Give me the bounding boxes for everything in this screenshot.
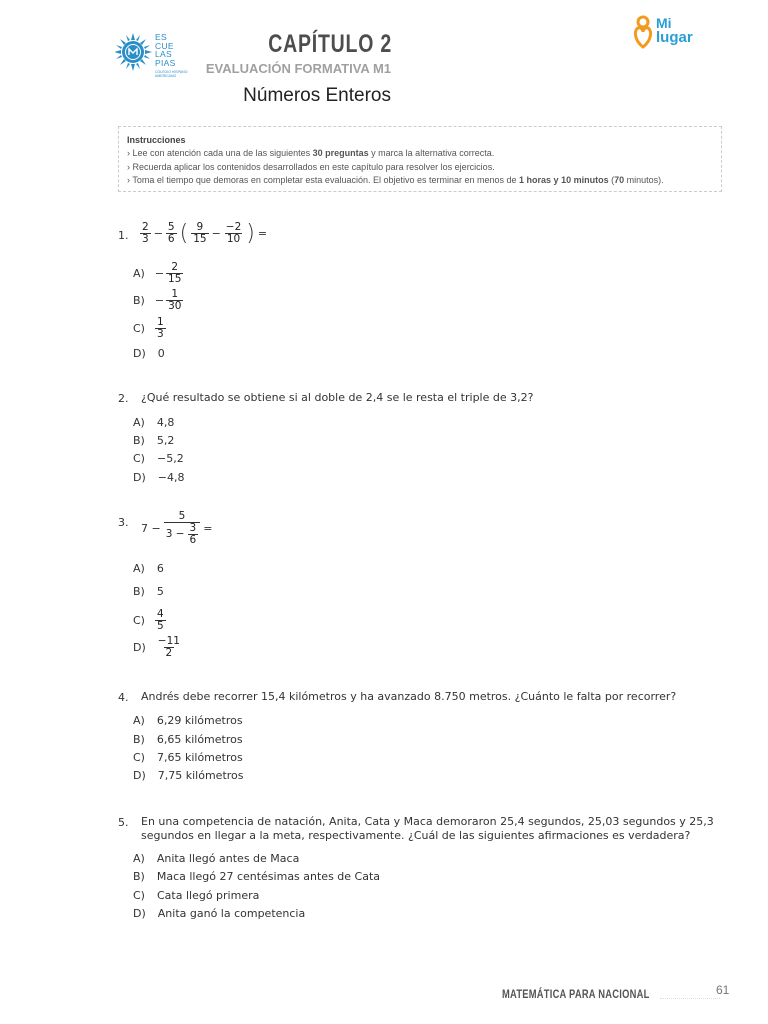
instructions-box bbox=[118, 126, 722, 192]
brand-line-mi: Mi bbox=[656, 15, 672, 31]
question-3-option-a[interactable]: A) 6 bbox=[133, 562, 164, 575]
question-3-option-d[interactable]: D) $\frac{-11}{2}$ bbox=[133, 635, 180, 659]
fraction: $\frac{-2}{10}$ bbox=[225, 221, 242, 245]
question-2-option-b[interactable]: B) 5,2 bbox=[133, 434, 175, 447]
school-name: ES CUE LAS PIAS bbox=[155, 32, 176, 68]
question-5-text-line-1: En una competencia de natación, Anita, Cata y Maca demoraron 25,4 segundos, 25,03 segundos y 25,3 bbox=[141, 815, 714, 828]
question-3-option-b[interactable]: B) 5 bbox=[133, 585, 164, 598]
topic-title: Números Enteros bbox=[243, 85, 391, 106]
question-1-option-a[interactable]: A) − $\frac{2}{15}$ bbox=[133, 261, 182, 285]
question-4-text: Andrés debe recorrer 15,4 kilómetros y ha avanzado 8.750 metros. ¿Cuánto le falta por recorrer? bbox=[141, 690, 677, 703]
question-1-option-b[interactable]: B) − $\frac{1}{30}$ bbox=[133, 288, 182, 312]
question-5-text-line-2: segundos en llegar a la meta, respectivamente. ¿Cuál de las siguientes afirmaciones es verdadera? bbox=[141, 829, 691, 842]
question-4-option-d[interactable]: D) 7,75 kilómetros bbox=[133, 769, 244, 782]
question-3-expression: 7 − 5 3 − $\frac{3}{6}$ = bbox=[141, 510, 213, 546]
question-1-expression: $\frac{2}{3}$ − $\frac{5}{6}$ ( $\frac{9}{15}$ − $\frac{-2}{10}$ ) = bbox=[142, 220, 268, 246]
question-5-number: 5. bbox=[118, 816, 129, 829]
fraction: $\frac{5}{6}$ bbox=[167, 221, 175, 245]
question-3-number: 3. bbox=[118, 516, 129, 529]
footer-title: MATEMÁTICA PARA NACIONAL bbox=[502, 987, 650, 1001]
question-5-option-d[interactable]: D) Anita ganó la competencia bbox=[133, 907, 306, 920]
instructions-title: Instrucciones bbox=[127, 135, 186, 145]
question-4-option-b[interactable]: B) 6,65 kilómetros bbox=[133, 733, 243, 746]
page-number: 61 bbox=[716, 983, 730, 997]
instruction-line-3: › Toma el tiempo que demoras en completar esta evaluación. El objetivo es terminar en menos de 1 horas y 10 minutos (70 minutos). bbox=[127, 174, 664, 185]
question-4-option-c[interactable]: C) 7,65 kilómetros bbox=[133, 751, 243, 764]
instruction-line-2: › Recuerda aplicar los contenidos desarrollados en este capítulo para resolver los ejercicios. bbox=[127, 161, 495, 172]
question-4-number: 4. bbox=[118, 691, 129, 704]
fraction: $\frac{2}{3}$ bbox=[142, 221, 149, 245]
question-1-option-c[interactable]: C) $\frac{1}{3}$ bbox=[133, 316, 164, 340]
chapter-title: CAPÍTULO 2 bbox=[268, 30, 392, 58]
question-5-option-c[interactable]: C) Cata llegó primera bbox=[133, 889, 260, 902]
question-2-option-d[interactable]: D) −4,8 bbox=[133, 471, 185, 484]
question-3-option-c[interactable]: C) $\frac{4}{5}$ bbox=[133, 608, 164, 632]
question-5-option-b[interactable]: B) Maca llegó 27 centésimas antes de Cata bbox=[133, 870, 381, 883]
question-2-option-a[interactable]: A) 4,8 bbox=[133, 416, 175, 429]
question-2-text: ¿Qué resultado se obtiene si al doble de 2,4 se le resta el triple de 3,2? bbox=[141, 391, 534, 404]
evaluation-subtitle: EVALUACIÓN FORMATIVA M1 bbox=[205, 61, 391, 76]
complex-fraction: 5 3 − $\frac{3}{6}$ bbox=[164, 511, 201, 546]
footer-divider bbox=[660, 998, 720, 999]
question-2-number: 2. bbox=[118, 392, 129, 405]
question-4-option-a[interactable]: A) 6,29 kilómetros bbox=[133, 714, 243, 727]
question-2-option-c[interactable]: C) −5,2 bbox=[133, 452, 184, 465]
fraction: $\frac{9}{15}$ bbox=[193, 221, 207, 245]
question-1-option-d[interactable]: D) 0 bbox=[133, 347, 165, 360]
school-subtitle: COLEGIO HISPANO AMERICANO bbox=[155, 70, 188, 78]
brand-line-lugar: lugar bbox=[656, 29, 693, 46]
question-5-option-a[interactable]: A) Anita llegó antes de Maca bbox=[133, 852, 300, 865]
question-1-number: 1. bbox=[118, 229, 129, 242]
instruction-line-1: › Lee con atención cada una de las siguientes 30 preguntas y marca la alternativa correcta. bbox=[127, 148, 495, 159]
